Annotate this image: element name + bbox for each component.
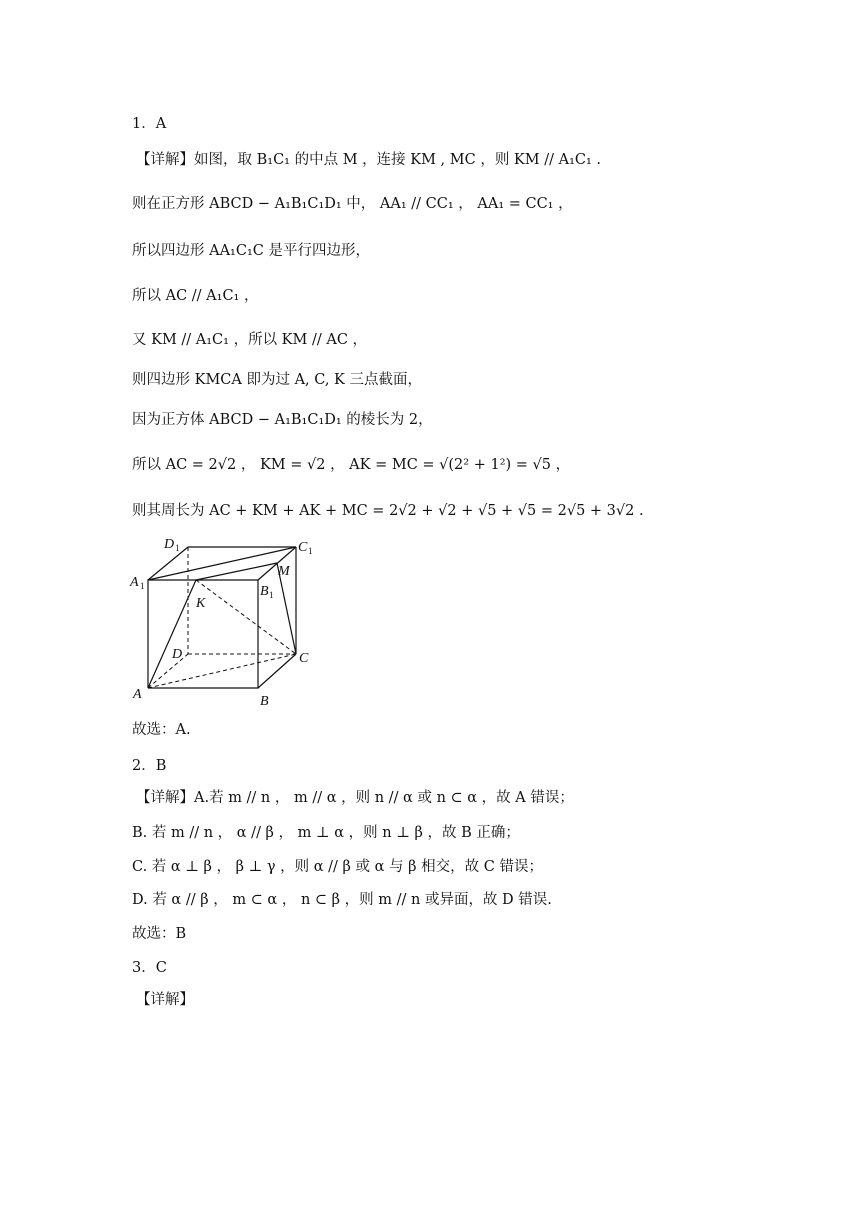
q1-detail-line: 则四边形 KMCA 即为过 A, C, K 三点截面，: [132, 372, 422, 388]
q2-detail-line: B. 若 m // n ， α // β ， m ⊥ α ，则 n ⊥ β ，故 B 正确；: [132, 825, 520, 841]
hidden-edges: [148, 547, 296, 688]
q1-choice: 故选：A.: [132, 722, 191, 738]
q2-choice: 故选：B: [132, 926, 187, 942]
label-c1-sub: 1: [308, 546, 313, 556]
q1-detail-line: 【详解】如图，取 B₁C₁ 的中点 M ，连接 KM , MC ，则 KM // A₁C₁ .: [136, 152, 602, 168]
q1-detail-line: 所以 AC // A₁C₁ ，: [132, 288, 259, 304]
q2-detail-line: D. 若 α // β ， m ⊂ α ， n ⊂ β ，则 m // n 或异面，故 D 错误.: [132, 892, 552, 908]
q2-detail-line: 【详解】A.若 m // n ， m // α ，则 n // α 或 n ⊂ α ，故 A 错误；: [136, 790, 574, 806]
label-b: B: [260, 694, 269, 709]
q1-detail-line: 又 KM // A₁C₁ ，所以 KM // AC ，: [132, 332, 368, 348]
segment-k-c: [196, 580, 296, 654]
q1-answer: 1．A: [132, 116, 167, 132]
label-b1-sub: 1: [269, 590, 274, 600]
label-b1: B: [260, 584, 269, 599]
label-d: D: [172, 647, 183, 662]
q1-detail-line: 因为正方体 ABCD − A₁B₁C₁D₁ 的棱长为 2，: [132, 412, 433, 428]
q2-answer: 2．B: [132, 758, 167, 774]
cube-figure: [128, 534, 328, 712]
q1-detail-line: 则在正方形 ABCD − A₁B₁C₁D₁ 中， AA₁ // CC₁ ， AA₁ = CC₁ ，: [132, 196, 573, 212]
q2-detail-line: C. 若 α ⊥ β ， β ⊥ γ ，则 α // β 或 α 与 β 相交，故 C 错误；: [132, 859, 543, 875]
label-d1: D: [164, 537, 175, 552]
label-k: K: [196, 596, 206, 611]
segment-a-k: [148, 580, 196, 688]
q1-detail-line: 所以四边形 AA₁C₁C 是平行四边形，: [132, 243, 370, 259]
q3-detail-line: 【详解】: [136, 992, 194, 1008]
label-a: A: [133, 687, 142, 702]
label-c: C: [299, 651, 309, 666]
q3-answer: 3．C: [132, 960, 167, 976]
q1-detail-line: 所以 AC = 2√2 ， KM = √2 ， AK = MC = √(2² + 1²) = √5 ，: [132, 457, 571, 473]
cube-edges: [148, 547, 296, 688]
label-d1-sub: 1: [175, 543, 180, 553]
segment-k-m: [196, 563, 277, 580]
label-a1: A: [130, 575, 139, 590]
label-a1-sub: 1: [140, 581, 145, 591]
diagonal-a-c: [148, 654, 296, 688]
edge-b-c: [258, 654, 296, 688]
label-m: M: [278, 564, 290, 579]
label-c1: C: [298, 540, 308, 555]
q1-detail-line: 则其周长为 AC + KM + AK + MC = 2√2 + √2 + √5 + √5 = 2√5 + 3√2 .: [132, 503, 644, 519]
